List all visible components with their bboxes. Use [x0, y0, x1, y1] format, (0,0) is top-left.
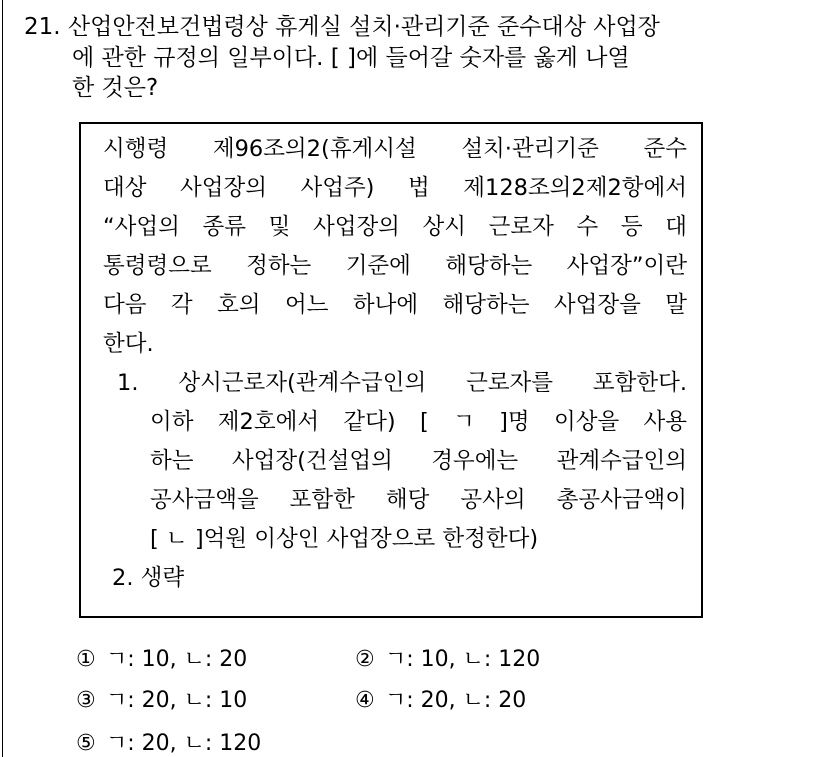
option-2[interactable]	[355, 642, 540, 673]
option-number: ③	[76, 688, 96, 713]
statute-line: “사업의 종류 및 사업장의 상시 근로자 수 등 대	[103, 214, 687, 240]
option-3[interactable]	[76, 683, 247, 714]
question-stem	[24, 12, 804, 104]
option-number: ②	[355, 647, 375, 672]
statute-line: 시행령 제96조의2(휴게시설 설치·관리기준 준수	[103, 136, 687, 162]
option-text: ㄱ: 20, ㄴ: 20	[385, 688, 527, 713]
option-4[interactable]	[355, 683, 526, 714]
statute-line: 한다.	[103, 331, 154, 357]
option-number: ④	[355, 688, 375, 713]
statute-line: 대상 사업장의 사업주) 법 제128조의2제2항에서	[103, 175, 687, 201]
option-text: ㄱ: 10, ㄴ: 120	[385, 647, 541, 672]
option-text: ㄱ: 10, ㄴ: 20	[106, 647, 248, 672]
statute-item-1-cont: 이하 제2호에서 같다) [ ㄱ ]명 이상을 사용	[150, 409, 687, 435]
statute-line: 다음 각 호의 어느 하나에 해당하는 사업장을 말	[103, 292, 687, 318]
statute-item-1: 1. 상시근로자(관계수급인의 근로자를 포함한다.	[117, 370, 687, 396]
statute-excerpt-box	[79, 122, 703, 618]
page-left-border	[2, 0, 3, 757]
option-number: ①	[76, 647, 96, 672]
option-5[interactable]	[76, 726, 261, 757]
statute-item-1-cont: 하는 사업장(건설업의 경우에는 관계수급인의	[150, 448, 687, 474]
statute-item-1-cont: [ ㄴ ]억원 이상인 사업장으로 한정한다)	[150, 526, 539, 552]
statute-item-1-cont: 공사금액을 포함한 해당 공사의 총공사금액이	[150, 487, 687, 513]
option-text: ㄱ: 20, ㄴ: 120	[106, 731, 262, 756]
question-line: 21. 산업안전보건법령상 휴게실 설치·관리기준 준수대상 사업장	[24, 14, 660, 40]
option-1[interactable]	[76, 642, 247, 673]
option-text: ㄱ: 20, ㄴ: 10	[106, 688, 248, 713]
option-number: ⑤	[76, 731, 96, 756]
statute-item-2: 2. 생략	[112, 565, 185, 591]
question-line: 에 관한 규정의 일부이다. [ ]에 들어갈 숫자를 옳게 나열	[72, 44, 630, 71]
question-line: 한 것은?	[72, 75, 159, 101]
statute-line: 통령령으로 정하는 기준에 해당하는 사업장”이란	[103, 253, 687, 279]
